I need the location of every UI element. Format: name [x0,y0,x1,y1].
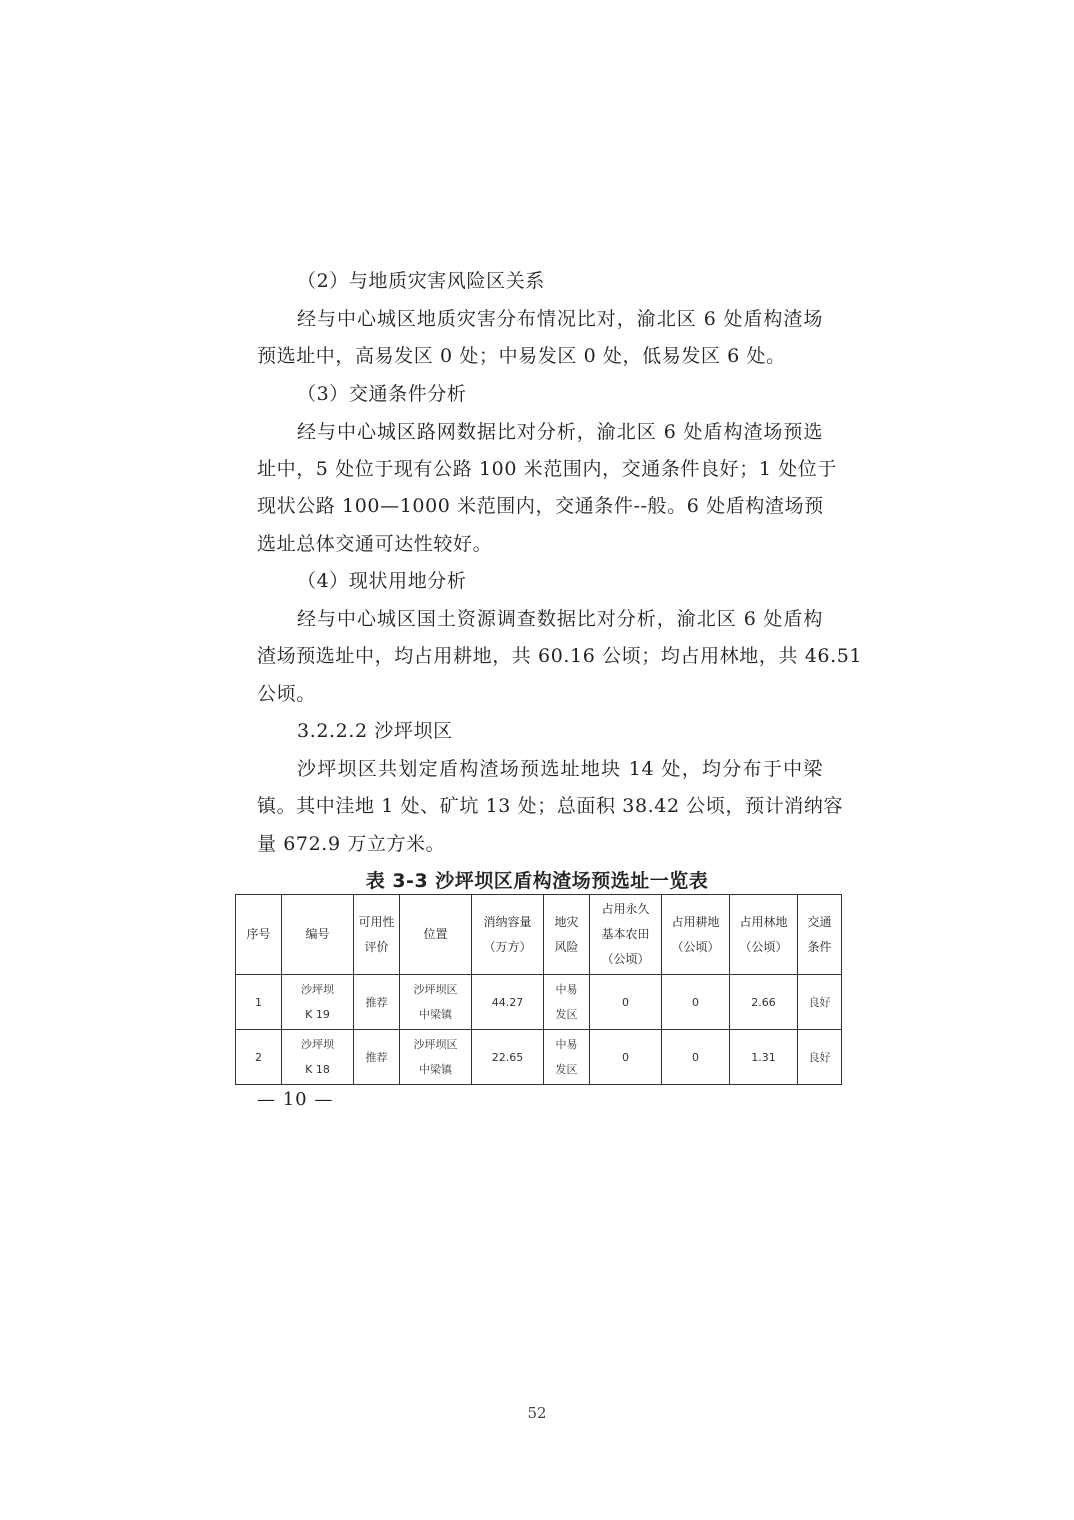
page-number: 52 [527,1404,547,1422]
paragraph-line: 预选址中，高易发区 0 处；中易发区 0 处，低易发区 6 处。 [257,345,786,367]
section-heading-shapingba: 3.2.2.2 沙坪坝区 [297,720,453,742]
table-cell: 2.66 [730,975,798,1030]
table-cell: 推荐 [354,1030,400,1085]
paragraph-line: 选址总体交通可达性较好。 [257,533,493,555]
table-cell: 沙坪坝 K 18 [282,1030,354,1085]
paragraph-line: 经与中心城区地质灾害分布情况比对，渝北区 6 处盾构渣场 [297,308,823,330]
table-cell: 0 [590,1030,662,1085]
table-caption: 表 3-3 沙坪坝区盾构渣场预选址一览表 [365,870,709,892]
paragraph-line: 公顷。 [257,683,316,705]
table-cell: 1 [236,975,282,1030]
header-cell: 占用永久 基本农田 （公顷） [590,895,662,975]
table-cell: 推荐 [354,975,400,1030]
paragraph-line: 现状公路 100—1000 米范围内，交通条件--般。6 处盾构渣场预 [257,495,824,517]
table-cell: 0 [662,1030,730,1085]
header-cell: 占用林地 （公顷） [730,895,798,975]
inner-page-number: — 10 — [257,1089,334,1110]
table-cell: 中易 发区 [544,1030,590,1085]
paragraph-line: 渣场预选址中，均占用耕地，共 60.16 公顷；均占用林地，共 46.51 [257,645,863,667]
header-cell: 序号 [236,895,282,975]
site-selection-table [235,894,842,1085]
table-row [236,1030,842,1085]
paragraph-line: 经与中心城区国土资源调查数据比对分析，渝北区 6 处盾构 [297,608,823,630]
table-cell: 沙坪坝区 中梁镇 [400,1030,472,1085]
header-cell: 交通 条件 [798,895,842,975]
header-cell: 占用耕地 （公顷） [662,895,730,975]
header-cell: 编号 [282,895,354,975]
table-cell: 2 [236,1030,282,1085]
table-row [236,975,842,1030]
table-cell: 44.27 [472,975,544,1030]
table-cell: 0 [590,975,662,1030]
table-cell: 良好 [798,1030,842,1085]
header-cell: 位置 [400,895,472,975]
table-cell: 0 [662,975,730,1030]
table-cell: 中易 发区 [544,975,590,1030]
subheading-traffic: （3）交通条件分析 [297,383,467,405]
subheading-geohazard: （2）与地质灾害风险区关系 [297,270,545,292]
paragraph-line: 镇。其中洼地 1 处、矿坑 13 处；总面积 38.42 公顷，预计消纳容 [257,795,844,817]
table-cell: 沙坪坝 K 19 [282,975,354,1030]
paragraph-line: 址中，5 处位于现有公路 100 米范围内，交通条件良好；1 处位于 [257,458,838,480]
table-cell: 1.31 [730,1030,798,1085]
table-cell: 良好 [798,975,842,1030]
paragraph-line: 经与中心城区路网数据比对分析，渝北区 6 处盾构渣场预选 [297,421,823,443]
subheading-landuse: （4）现状用地分析 [297,570,467,592]
table-cell: 22.65 [472,1030,544,1085]
header-cell: 可用性 评价 [354,895,400,975]
paragraph-line: 量 672.9 万立方米。 [257,833,446,855]
header-cell: 地灾 风险 [544,895,590,975]
table-cell: 沙坪坝区 中梁镇 [400,975,472,1030]
header-cell: 消纳容量 （万方） [472,895,544,975]
paragraph-line: 沙坪坝区共划定盾构渣场预选址地块 14 处，均分布于中梁 [297,758,823,780]
table-header-row [236,895,842,975]
